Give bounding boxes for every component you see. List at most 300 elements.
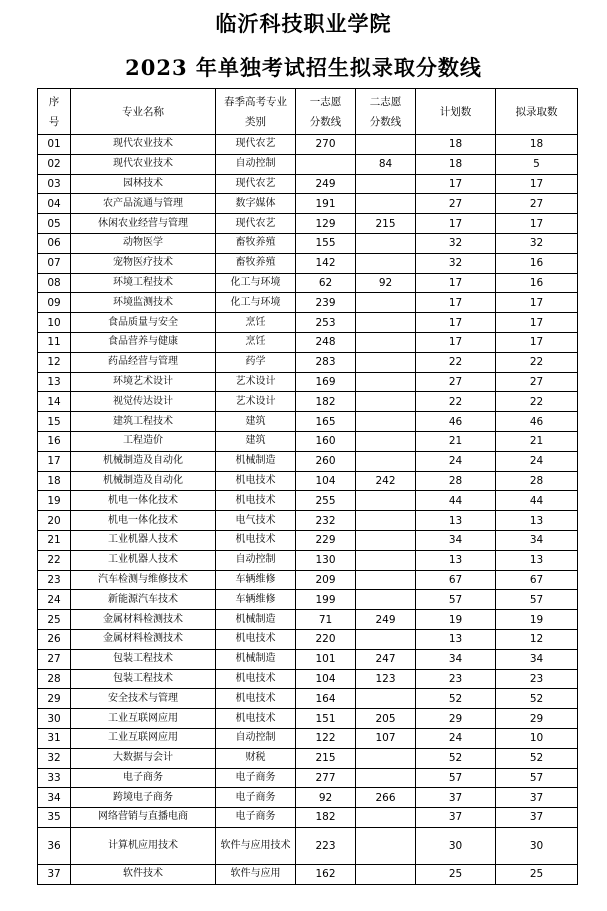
table-row	[38, 728, 578, 748]
row-category: 畜牧养殖	[216, 233, 296, 253]
row-major: 工业互联网应用	[71, 728, 216, 748]
row-no: 35	[38, 808, 71, 828]
row-category: 畜牧养殖	[216, 253, 296, 273]
row-major: 电子商务	[71, 768, 216, 788]
table-row	[38, 669, 578, 689]
row-admitted: 52	[496, 748, 578, 768]
row-admitted: 23	[496, 669, 578, 689]
row-admitted: 37	[496, 808, 578, 828]
header-second-choice-score: 二志愿分数线	[356, 89, 416, 135]
row-no: 09	[38, 293, 71, 313]
row-plan: 34	[416, 530, 496, 550]
row-admitted: 12	[496, 629, 578, 649]
table-row	[38, 451, 578, 471]
row-no: 26	[38, 629, 71, 649]
row-plan: 57	[416, 768, 496, 788]
table-row	[38, 570, 578, 590]
row-first-choice-score: 249	[296, 174, 356, 194]
row-admitted: 52	[496, 689, 578, 709]
row-first-choice-score: 239	[296, 293, 356, 313]
row-first-choice-score: 232	[296, 511, 356, 531]
row-category: 电子商务	[216, 768, 296, 788]
table-row	[38, 689, 578, 709]
row-category: 车辆维修	[216, 590, 296, 610]
row-major: 包装工程技术	[71, 669, 216, 689]
row-admitted: 22	[496, 352, 578, 372]
table-row	[38, 768, 578, 788]
row-second-choice-score	[356, 827, 416, 864]
row-second-choice-score	[356, 689, 416, 709]
table-row	[38, 649, 578, 669]
row-major: 新能源汽车技术	[71, 590, 216, 610]
row-category: 数字媒体	[216, 194, 296, 214]
row-major: 工业互联网应用	[71, 709, 216, 729]
row-no: 23	[38, 570, 71, 590]
row-major: 金属材料检测技术	[71, 610, 216, 630]
row-major: 环境监测技术	[71, 293, 216, 313]
row-admitted: 13	[496, 550, 578, 570]
row-plan: 52	[416, 748, 496, 768]
table-row	[38, 194, 578, 214]
row-first-choice-score: 220	[296, 629, 356, 649]
row-no: 28	[38, 669, 71, 689]
row-no: 22	[38, 550, 71, 570]
row-first-choice-score: 215	[296, 748, 356, 768]
table-row	[38, 253, 578, 273]
table-row	[38, 273, 578, 293]
row-first-choice-score: 160	[296, 431, 356, 451]
row-plan: 46	[416, 412, 496, 432]
row-major: 现代农业技术	[71, 154, 216, 174]
row-first-choice-score: 191	[296, 194, 356, 214]
row-plan: 52	[416, 689, 496, 709]
row-second-choice-score: 249	[356, 610, 416, 630]
row-category: 电气技术	[216, 511, 296, 531]
row-no: 17	[38, 451, 71, 471]
row-major: 工程造价	[71, 431, 216, 451]
row-category: 烹饪	[216, 332, 296, 352]
row-category: 化工与环境	[216, 273, 296, 293]
row-admitted: 17	[496, 174, 578, 194]
row-plan: 28	[416, 471, 496, 491]
row-major: 环境艺术设计	[71, 372, 216, 392]
row-no: 31	[38, 728, 71, 748]
row-category: 烹饪	[216, 313, 296, 333]
row-second-choice-score	[356, 550, 416, 570]
row-second-choice-score	[356, 313, 416, 333]
row-no: 05	[38, 214, 71, 234]
row-first-choice-score: 209	[296, 570, 356, 590]
row-category: 机械制造	[216, 451, 296, 471]
table-row	[38, 491, 578, 511]
row-category: 艺术设计	[216, 392, 296, 412]
row-category: 电子商务	[216, 788, 296, 808]
row-second-choice-score	[356, 530, 416, 550]
row-major: 食品质量与安全	[71, 313, 216, 333]
row-no: 15	[38, 412, 71, 432]
row-no: 04	[38, 194, 71, 214]
row-second-choice-score	[356, 174, 416, 194]
row-first-choice-score: 182	[296, 392, 356, 412]
row-category: 软件与应用	[216, 864, 296, 884]
row-major: 工业机器人技术	[71, 550, 216, 570]
row-second-choice-score: 123	[356, 669, 416, 689]
row-second-choice-score	[356, 768, 416, 788]
row-admitted: 17	[496, 313, 578, 333]
row-first-choice-score: 151	[296, 709, 356, 729]
row-admitted: 13	[496, 511, 578, 531]
row-first-choice-score: 155	[296, 233, 356, 253]
row-admitted: 25	[496, 864, 578, 884]
row-first-choice-score: 92	[296, 788, 356, 808]
row-admitted: 67	[496, 570, 578, 590]
row-major: 食品营养与健康	[71, 332, 216, 352]
row-plan: 17	[416, 332, 496, 352]
row-major: 金属材料检测技术	[71, 629, 216, 649]
row-category: 车辆维修	[216, 570, 296, 590]
row-no: 33	[38, 768, 71, 788]
row-category: 自动控制	[216, 154, 296, 174]
row-no: 36	[38, 827, 71, 864]
row-category: 现代农艺	[216, 174, 296, 194]
table-body	[38, 135, 578, 885]
table-row	[38, 610, 578, 630]
row-admitted: 17	[496, 332, 578, 352]
row-major: 环境工程技术	[71, 273, 216, 293]
row-first-choice-score: 223	[296, 827, 356, 864]
row-admitted: 16	[496, 273, 578, 293]
row-second-choice-score: 215	[356, 214, 416, 234]
row-plan: 17	[416, 214, 496, 234]
row-first-choice-score: 248	[296, 332, 356, 352]
row-no: 37	[38, 864, 71, 884]
row-major: 计算机应用技术	[71, 827, 216, 864]
row-no: 29	[38, 689, 71, 709]
row-no: 01	[38, 135, 71, 155]
header-first-choice-score: 一志愿分数线	[296, 89, 356, 135]
row-category: 建筑	[216, 431, 296, 451]
row-admitted: 57	[496, 768, 578, 788]
table-header-row	[38, 89, 578, 135]
table-row	[38, 808, 578, 828]
header-major: 专业名称	[71, 89, 216, 135]
row-major: 园林技术	[71, 174, 216, 194]
row-category: 电子商务	[216, 808, 296, 828]
table-row	[38, 392, 578, 412]
row-major: 农产品流通与管理	[71, 194, 216, 214]
row-second-choice-score	[356, 570, 416, 590]
row-category: 化工与环境	[216, 293, 296, 313]
table-row	[38, 372, 578, 392]
row-admitted: 19	[496, 610, 578, 630]
row-no: 03	[38, 174, 71, 194]
row-second-choice-score	[356, 253, 416, 273]
row-first-choice-score: 182	[296, 808, 356, 828]
row-plan: 32	[416, 233, 496, 253]
row-major: 网络营销与直播电商	[71, 808, 216, 828]
row-admitted: 5	[496, 154, 578, 174]
admission-score-table	[37, 88, 578, 885]
row-first-choice-score: 260	[296, 451, 356, 471]
row-plan: 13	[416, 550, 496, 570]
row-major: 工业机器人技术	[71, 530, 216, 550]
table-row	[38, 629, 578, 649]
row-first-choice-score: 277	[296, 768, 356, 788]
row-first-choice-score: 283	[296, 352, 356, 372]
row-second-choice-score	[356, 629, 416, 649]
row-first-choice-score: 162	[296, 864, 356, 884]
row-second-choice-score	[356, 372, 416, 392]
row-admitted: 37	[496, 788, 578, 808]
row-first-choice-score: 122	[296, 728, 356, 748]
row-category: 药学	[216, 352, 296, 372]
row-no: 14	[38, 392, 71, 412]
row-major: 休闲农业经营与管理	[71, 214, 216, 234]
row-first-choice-score: 253	[296, 313, 356, 333]
row-plan: 44	[416, 491, 496, 511]
row-plan: 13	[416, 511, 496, 531]
row-category: 机电技术	[216, 689, 296, 709]
document-title: 2023 年单独考试招生拟录取分数线	[125, 55, 482, 80]
row-second-choice-score	[356, 491, 416, 511]
table-row	[38, 590, 578, 610]
row-second-choice-score: 266	[356, 788, 416, 808]
row-first-choice-score: 71	[296, 610, 356, 630]
table-row	[38, 313, 578, 333]
row-plan: 30	[416, 827, 496, 864]
row-no: 19	[38, 491, 71, 511]
row-admitted: 17	[496, 214, 578, 234]
row-category: 机电技术	[216, 629, 296, 649]
row-category: 机电技术	[216, 669, 296, 689]
row-category: 机电技术	[216, 471, 296, 491]
row-second-choice-score	[356, 352, 416, 372]
header-plan: 计划数	[416, 89, 496, 135]
row-plan: 25	[416, 864, 496, 884]
row-major: 跨境电子商务	[71, 788, 216, 808]
row-no: 12	[38, 352, 71, 372]
row-admitted: 18	[496, 135, 578, 155]
row-first-choice-score	[296, 154, 356, 174]
table-row	[38, 471, 578, 491]
row-no: 32	[38, 748, 71, 768]
row-second-choice-score: 205	[356, 709, 416, 729]
row-no: 18	[38, 471, 71, 491]
row-category: 机械制造	[216, 649, 296, 669]
row-category: 机械制造	[216, 610, 296, 630]
row-no: 07	[38, 253, 71, 273]
row-no: 02	[38, 154, 71, 174]
row-plan: 37	[416, 808, 496, 828]
row-category: 机电技术	[216, 530, 296, 550]
table-row	[38, 431, 578, 451]
table-row	[38, 530, 578, 550]
row-major: 安全技术与管理	[71, 689, 216, 709]
row-first-choice-score: 62	[296, 273, 356, 293]
row-major: 宠物医疗技术	[71, 253, 216, 273]
row-second-choice-score: 242	[356, 471, 416, 491]
row-plan: 17	[416, 174, 496, 194]
row-plan: 19	[416, 610, 496, 630]
row-plan: 57	[416, 590, 496, 610]
row-no: 13	[38, 372, 71, 392]
row-admitted: 17	[496, 293, 578, 313]
row-admitted: 57	[496, 590, 578, 610]
row-second-choice-score	[356, 233, 416, 253]
row-admitted: 34	[496, 649, 578, 669]
row-category: 软件与应用技术	[216, 827, 296, 864]
row-major: 药品经营与管理	[71, 352, 216, 372]
row-second-choice-score	[356, 392, 416, 412]
row-first-choice-score: 255	[296, 491, 356, 511]
row-second-choice-score: 107	[356, 728, 416, 748]
row-admitted: 10	[496, 728, 578, 748]
row-first-choice-score: 129	[296, 214, 356, 234]
row-second-choice-score	[356, 511, 416, 531]
row-no: 27	[38, 649, 71, 669]
row-category: 建筑	[216, 412, 296, 432]
row-first-choice-score: 142	[296, 253, 356, 273]
row-second-choice-score	[356, 808, 416, 828]
row-major: 软件技术	[71, 864, 216, 884]
row-admitted: 46	[496, 412, 578, 432]
row-no: 20	[38, 511, 71, 531]
table-row	[38, 709, 578, 729]
row-admitted: 22	[496, 392, 578, 412]
row-no: 06	[38, 233, 71, 253]
row-major: 视觉传达设计	[71, 392, 216, 412]
row-second-choice-score	[356, 590, 416, 610]
table-row	[38, 864, 578, 884]
row-major: 机电一体化技术	[71, 491, 216, 511]
row-plan: 67	[416, 570, 496, 590]
row-first-choice-score: 229	[296, 530, 356, 550]
table-row	[38, 135, 578, 155]
row-second-choice-score	[356, 194, 416, 214]
row-category: 机电技术	[216, 709, 296, 729]
row-second-choice-score	[356, 864, 416, 884]
row-second-choice-score	[356, 748, 416, 768]
row-no: 24	[38, 590, 71, 610]
row-plan: 18	[416, 135, 496, 155]
row-admitted: 27	[496, 194, 578, 214]
row-second-choice-score: 84	[356, 154, 416, 174]
row-plan: 24	[416, 728, 496, 748]
row-second-choice-score	[356, 412, 416, 432]
table-row	[38, 550, 578, 570]
school-title: 临沂科技职业学院	[215, 11, 392, 36]
row-no: 21	[38, 530, 71, 550]
header-admitted: 拟录取数	[496, 89, 578, 135]
row-first-choice-score: 130	[296, 550, 356, 570]
row-plan: 23	[416, 669, 496, 689]
row-admitted: 27	[496, 372, 578, 392]
row-major: 机械制造及自动化	[71, 471, 216, 491]
row-major: 汽车检测与维修技术	[71, 570, 216, 590]
table-row	[38, 748, 578, 768]
row-plan: 17	[416, 313, 496, 333]
row-no: 30	[38, 709, 71, 729]
row-category: 机电技术	[216, 491, 296, 511]
row-plan: 32	[416, 253, 496, 273]
header-category: 春季高考专业类别	[216, 89, 296, 135]
row-plan: 27	[416, 372, 496, 392]
row-second-choice-score	[356, 431, 416, 451]
table-row	[38, 293, 578, 313]
row-first-choice-score: 169	[296, 372, 356, 392]
table-row	[38, 154, 578, 174]
row-major: 机械制造及自动化	[71, 451, 216, 471]
table-row	[38, 788, 578, 808]
row-second-choice-score	[356, 293, 416, 313]
row-second-choice-score: 247	[356, 649, 416, 669]
row-category: 财税	[216, 748, 296, 768]
table-row	[38, 233, 578, 253]
row-first-choice-score: 270	[296, 135, 356, 155]
row-first-choice-score: 104	[296, 669, 356, 689]
row-admitted: 34	[496, 530, 578, 550]
table-row	[38, 332, 578, 352]
row-admitted: 28	[496, 471, 578, 491]
row-major: 大数据与会计	[71, 748, 216, 768]
row-category: 自动控制	[216, 728, 296, 748]
table-row	[38, 511, 578, 531]
table-row	[38, 352, 578, 372]
table-row	[38, 412, 578, 432]
row-major: 建筑工程技术	[71, 412, 216, 432]
row-second-choice-score: 92	[356, 273, 416, 293]
row-admitted: 32	[496, 233, 578, 253]
row-first-choice-score: 164	[296, 689, 356, 709]
row-admitted: 44	[496, 491, 578, 511]
table-row	[38, 214, 578, 234]
row-second-choice-score	[356, 135, 416, 155]
row-major: 现代农业技术	[71, 135, 216, 155]
row-major: 机电一体化技术	[71, 511, 216, 531]
row-major: 动物医学	[71, 233, 216, 253]
row-admitted: 29	[496, 709, 578, 729]
row-plan: 17	[416, 273, 496, 293]
row-category: 艺术设计	[216, 372, 296, 392]
row-first-choice-score: 104	[296, 471, 356, 491]
row-first-choice-score: 101	[296, 649, 356, 669]
row-no: 08	[38, 273, 71, 293]
row-category: 现代农艺	[216, 135, 296, 155]
row-plan: 29	[416, 709, 496, 729]
row-admitted: 30	[496, 827, 578, 864]
row-plan: 17	[416, 293, 496, 313]
row-admitted: 24	[496, 451, 578, 471]
row-category: 现代农艺	[216, 214, 296, 234]
row-plan: 34	[416, 649, 496, 669]
row-plan: 13	[416, 629, 496, 649]
row-admitted: 21	[496, 431, 578, 451]
row-second-choice-score	[356, 332, 416, 352]
row-no: 34	[38, 788, 71, 808]
row-no: 11	[38, 332, 71, 352]
header-no: 序号	[38, 89, 71, 135]
row-first-choice-score: 199	[296, 590, 356, 610]
row-admitted: 16	[496, 253, 578, 273]
row-plan: 18	[416, 154, 496, 174]
row-first-choice-score: 165	[296, 412, 356, 432]
row-plan: 37	[416, 788, 496, 808]
row-second-choice-score	[356, 451, 416, 471]
row-plan: 21	[416, 431, 496, 451]
table-row	[38, 174, 578, 194]
row-plan: 22	[416, 392, 496, 412]
row-no: 25	[38, 610, 71, 630]
